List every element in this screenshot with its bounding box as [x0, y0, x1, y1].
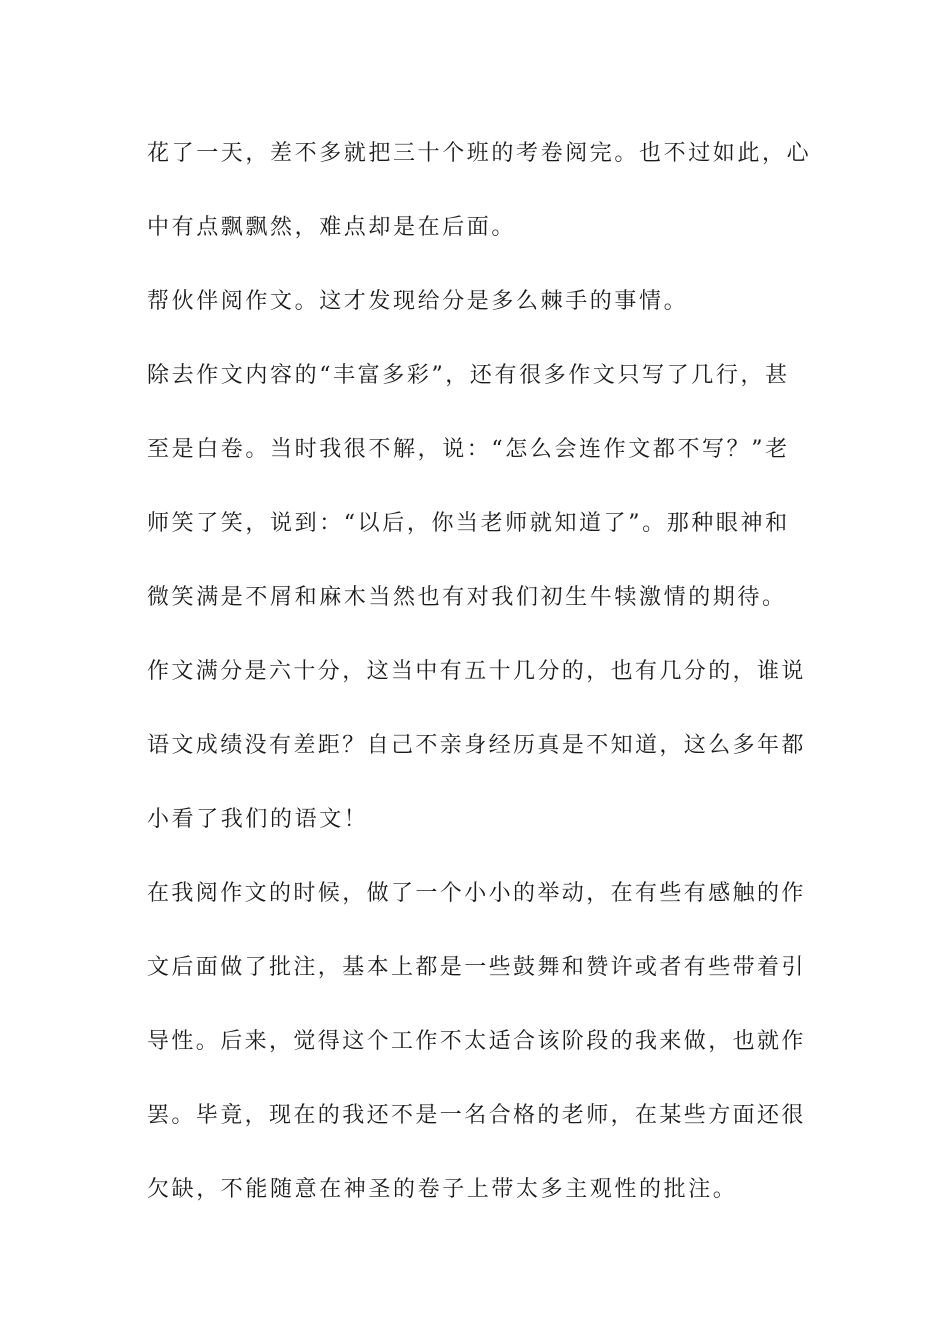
text-line: 小看了我们的语文！	[147, 807, 369, 832]
text-line: 帮伙伴阅作文。这才发现给分是多么棘手的事情。	[147, 289, 689, 314]
text-line: 作文满分是六十分，这当中有五十几分的，也有几分的，谁说	[147, 659, 806, 684]
text-line: 导性。后来，觉得这个工作不太适合该阶段的我来做，也就作	[147, 1029, 806, 1054]
text-line: 文后面做了批注，基本上都是一些鼓舞和赞许或者有些带着引	[147, 955, 806, 980]
text-line: 师笑了笑，说到：“以后，你当老师就知道了”。那种眼神和	[147, 511, 790, 536]
text-line: 微笑满是不屑和麻木当然也有对我们初生牛犊激情的期待。	[147, 585, 787, 610]
text-line: 至是白卷。当时我很不解，说：“怎么会连作文都不写？”老	[147, 437, 790, 462]
text-line: 中有点飘飘然，难点却是在后面。	[147, 215, 517, 240]
text-line: 罢。毕竟，现在的我还不是一名合格的老师，在某些方面还很	[147, 1103, 806, 1128]
text-line: 语文成绩没有差距？自己不亲身经历真是不知道，这么多年都	[147, 733, 806, 758]
text-line: 花了一天，差不多就把三十个班的考卷阅完。也不过如此，心	[147, 141, 812, 166]
text-line: 欠缺，不能随意在神圣的卷子上带太多主观性的批注。	[147, 1177, 738, 1202]
text-line: 除去作文内容的“丰富多彩”，还有很多作文只写了几行，甚	[147, 363, 790, 388]
text-line: 在我阅作文的时候，做了一个小小的举动，在有些有感触的作	[147, 881, 806, 906]
document-body	[147, 132, 812, 1242]
